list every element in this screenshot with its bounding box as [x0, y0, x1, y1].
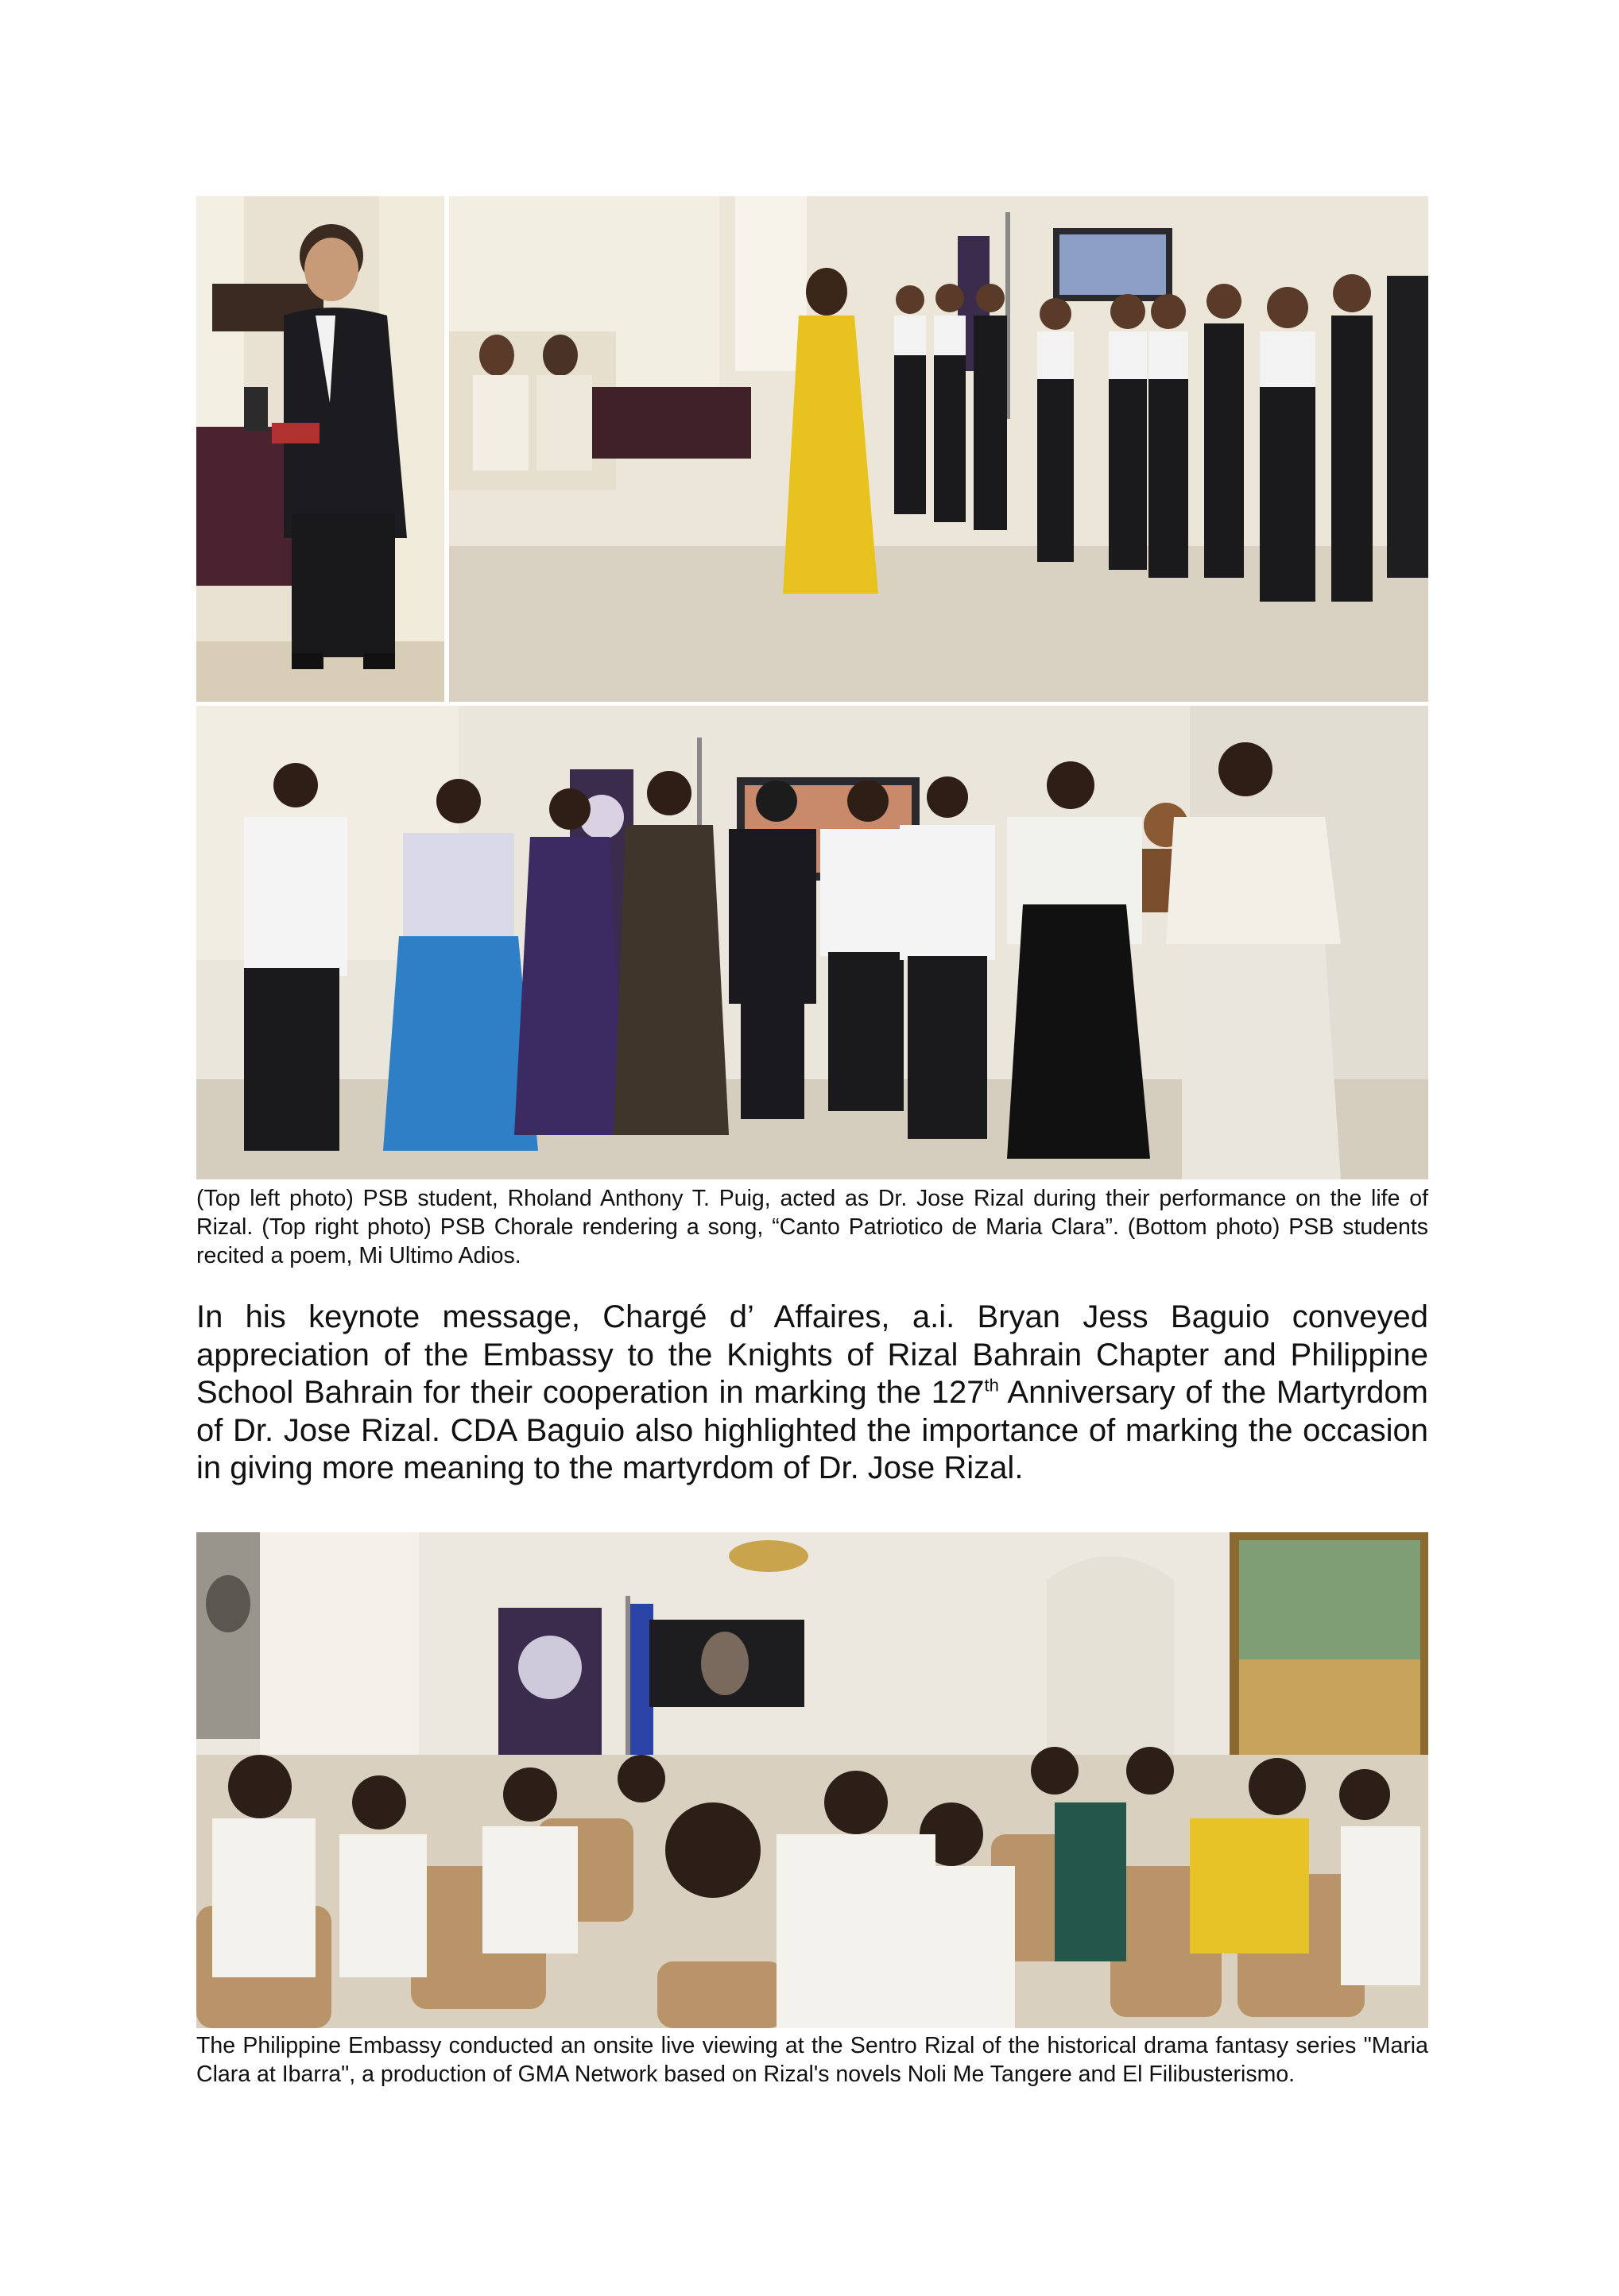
ordinal-suffix: th	[984, 1375, 999, 1396]
photo-bottom	[196, 1532, 1428, 2028]
keynote-paragraph	[196, 1299, 1428, 1488]
caption-top-photos: (Top left photo) PSB student, Rholand Anthony T. Puig, acted as Dr. Jose Rizal during their performance on the life of Rizal. (Top right photo) PSB Chorale rendering a song, “Canto Patriotico de Maria Clara”. (Bottom photo) PSB students recited a poem, Mi Ultimo Adios.	[196, 1186, 1428, 1268]
paragraph-text-start: In his keynote message, Chargé d’ Affaires, a.i. Bryan Jess Baguio conveyed appreciation of the Embassy to the Knights of Rizal Bahrain Chapter and Philippine School Bahrain for their cooperation in marking the 127	[196, 1299, 1428, 1410]
caption-bottom-photo: The Philippine Embassy conducted an onsite live viewing at the Sentro Rizal of the historical drama fantasy series "Maria Clara at Ibarra", a production of GMA Network based on Rizal's novels Noli Me Tangere and El Filibusterismo.	[196, 2033, 1428, 2087]
photo-middle	[196, 706, 1428, 1179]
photo-top-left	[196, 196, 444, 702]
paragraph-text-end: Anniversary of the Martyrdom of Dr. Jose Rizal. CDA Baguio also highlighted the importance of marking the occasion in giving more meaning to the martyrdom of Dr. Jose Rizal.	[196, 1375, 1428, 1485]
photo-top-right	[449, 196, 1428, 702]
